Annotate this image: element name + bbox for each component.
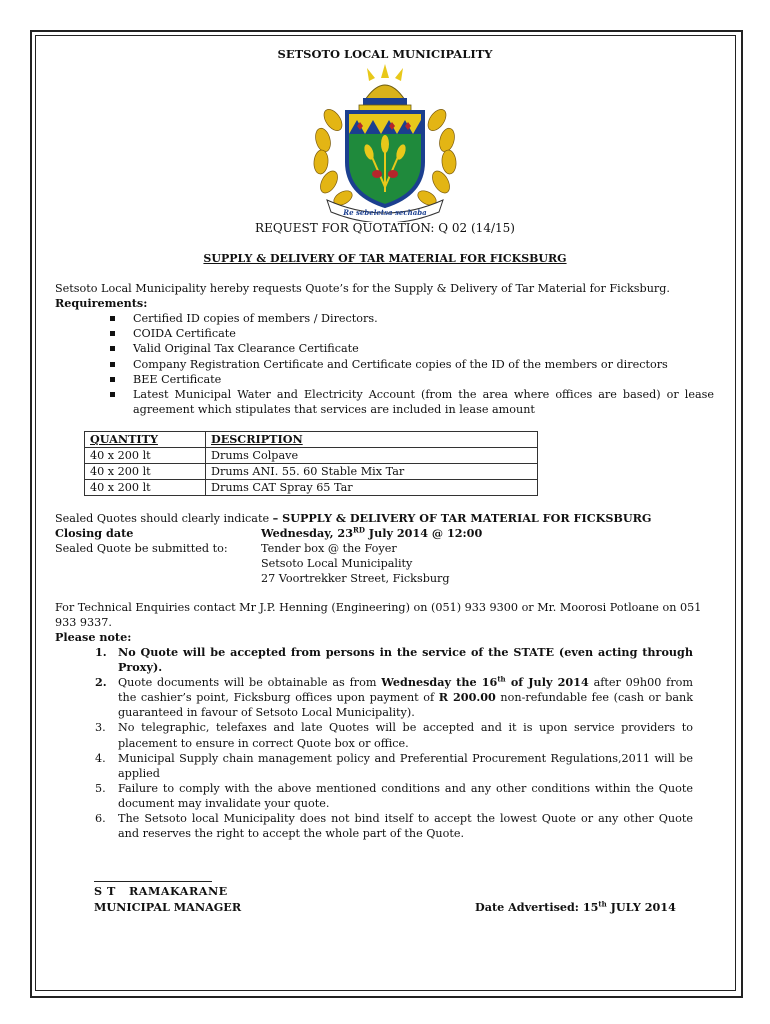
requirements-label: Requirements: (55, 296, 148, 310)
list-item: BEE Certificate (108, 372, 714, 387)
requirements-list (108, 311, 714, 417)
column-header-quantity: QUANTITY (85, 432, 206, 448)
submit-label: Sealed Quote be submitted to: (55, 542, 228, 555)
address-line: Tender box @ the Foyer (261, 542, 397, 555)
list-item: 4. Municipal Supply chain management policy and Preferential Procurement Regulations,2011 will be applied (95, 751, 693, 780)
cell-quantity: 40 x 200 lt (85, 464, 206, 480)
cell-description: Drums ANI. 55. 60 Stable Mix Tar (206, 464, 538, 480)
list-item: 5. Failure to comply with the above mentioned conditions and any other conditions within the Quote document may invalidate your quote. (95, 781, 693, 810)
date-advertised: Date Advertised: 15th JULY 2014 (475, 899, 676, 914)
sealed-quotes-line (55, 511, 651, 526)
municipality-title: SETSOTO LOCAL MUNICIPALITY (277, 47, 493, 61)
list-item: Certified ID copies of members / Directors. (108, 311, 714, 326)
column-header-description: DESCRIPTION (206, 432, 538, 448)
signatory-title: MUNICIPAL MANAGER (94, 900, 242, 914)
municipal-crest (285, 62, 485, 222)
cell-description: Drums Colpave (206, 448, 538, 464)
list-item: 3. No telegraphic, telefaxes and late Quotes will be accepted and it is upon service providers to placement to ensure in correct Quote box or office. (95, 721, 693, 750)
quantity-table (84, 431, 538, 496)
table-row (85, 480, 538, 496)
rfq-number: REQUEST FOR QUOTATION: Q 02 (14/15) (255, 221, 515, 235)
crest-shield (347, 112, 423, 206)
list-item: Valid Original Tax Clearance Certificate (108, 341, 714, 356)
table-header-row (85, 432, 538, 448)
list-item: 6. The Setsoto local Municipality does not bind itself to accept the lowest Quote or any other Quote and reserves the right to accept the whole part of the Quote. (95, 812, 693, 841)
crest-helmet (359, 85, 411, 111)
list-item: 2. Quote documents will be obtainable as from Wednesday the 16th of July 2014 after 09h00 from the cashier’s point, Ficksburg offices upon payment of R 200.00 non-refundable fee (cash or bank guaranteed in favour of Setsoto Local Municipality). (95, 674, 694, 720)
technical-enquiries: For Technical Enquiries contact Mr J.P. Henning (Engineering) on (051) 933 9300 or Mr. Moorosi Potloane on 051 933 9337. (55, 601, 702, 629)
signature-line (94, 881, 212, 882)
sealed-prefix: Sealed Quotes should clearly indicate (55, 512, 273, 525)
signatory-name: S T RAMAKARANE (94, 884, 228, 898)
table-row (85, 464, 538, 480)
list-item: 1. No Quote will be accepted from persons in the service of the STATE (even acting through Proxy). (95, 645, 693, 675)
list-item: Latest Municipal Water and Electricity Account (from the area where offices are based) or lease agreement which stipulates that services are included in lease amount (108, 387, 714, 417)
sealed-bold: – SUPPLY & DELIVERY OF TAR MATERIAL FOR FICKSBURG (272, 511, 652, 525)
supply-heading: SUPPLY & DELIVERY OF TAR MATERIAL FOR FICKSBURG (203, 252, 567, 265)
closing-date-label: Closing date (55, 526, 134, 540)
cell-quantity: 40 x 200 lt (85, 448, 206, 464)
table-row (85, 448, 538, 464)
address-line: Setsoto Local Municipality (261, 557, 413, 570)
please-note-label: Please note: (55, 630, 132, 644)
address-line: 27 Voortrekker Street, Ficksburg (261, 572, 450, 585)
cell-description: Drums CAT Spray 65 Tar (206, 480, 538, 496)
list-item: Company Registration Certificate and Certificate copies of the ID of the members or directors (108, 357, 714, 372)
intro-paragraph: Setsoto Local Municipality hereby requests Quote’s for the Supply & Delivery of Tar Material for Ficksburg. (55, 282, 670, 295)
cell-quantity: 40 x 200 lt (85, 480, 206, 496)
list-item: COIDA Certificate (108, 326, 714, 341)
closing-date-value: Wednesday, 23RD July 2014 @ 12:00 (261, 525, 483, 540)
crest-motto: Re sebeletsa sechaba (343, 208, 427, 217)
notes-list (95, 645, 693, 841)
crest-rays (367, 64, 403, 81)
